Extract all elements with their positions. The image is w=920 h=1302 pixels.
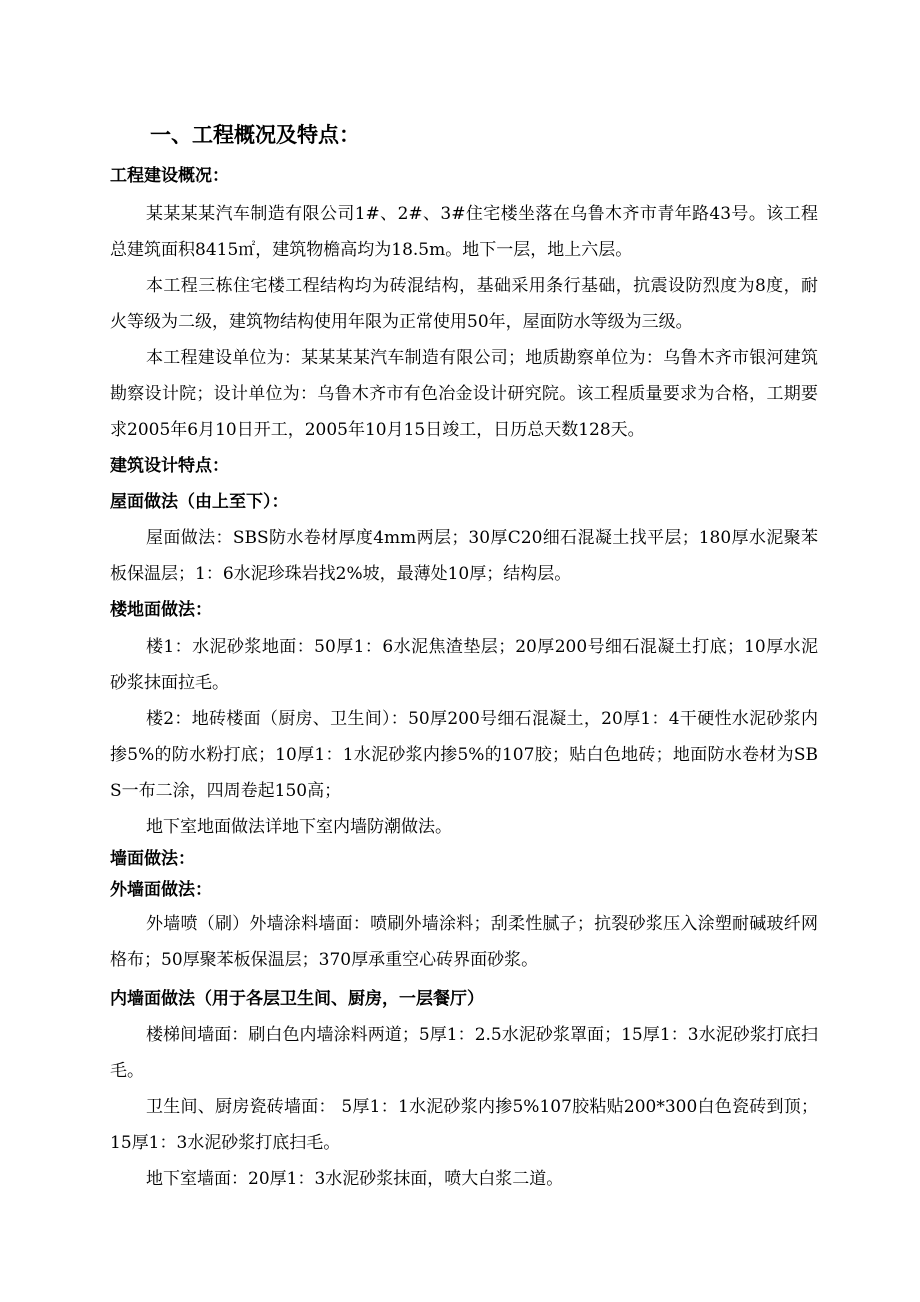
exterior-wall-paragraph: 外墙喷（刷）外墙涂料墙面：喷刷外墙涂料；刮柔性腻子；抗裂砂浆压入涂塑耐碱玻纤网格布；50厚聚苯板保温层；370厚承重空心砖界面砂浆。: [110, 914, 818, 970]
overview-paragraph-2: 本工程三栋住宅楼工程结构均为砖混结构，基础采用条行基础，抗震设防烈度为8度，耐火等级为二级，建筑物结构使用年限为正常使用50年，屋面防水等级为三级。: [110, 276, 818, 332]
wall-heading: 墙面做法：: [110, 849, 195, 869]
interior-wall-paragraph-3: 地下室墙面：20厚1：3水泥砂浆抹面，喷大白浆二道。: [146, 1169, 564, 1189]
interior-wall-paragraph-2: 卫生间、厨房瓷砖墙面： 5厚1：1水泥砂浆内掺5%107胶粘贴200*300白色瓷砖到顶；15厚1：3水泥砂浆打底扫毛。: [110, 1097, 818, 1153]
roof-heading: 屋面做法（由上至下）：: [110, 492, 289, 512]
floor-paragraph-1: 楼1：水泥砂浆地面：50厚1：6水泥焦渣垫层；20厚200号细石混凝土打底；10厚水泥砂浆抹面拉毛。: [110, 637, 818, 693]
overview-paragraph-3: 本工程建设单位为：某某某某汽车制造有限公司；地质勘察单位为：乌鲁木齐市银河建筑勘察设计院；设计单位为：乌鲁木齐市有色冶金设计研究院。该工程质量要求为合格，工期要求2005年6月10日开工，2005年10月15日竣工，日历总天数128天。: [110, 348, 818, 440]
overview-paragraph-1: 某某某某汽车制造有限公司1#、2#、3#住宅楼坐落在乌鲁木齐市青年路43号。该工程总建筑面积8415㎡，建筑物檐高均为18.5m。地下一层，地上六层。: [110, 204, 818, 260]
floor-paragraph-3: 地下室地面做法详地下室内墙防潮做法。: [146, 817, 452, 837]
exterior-wall-heading: 外墙面做法：: [110, 880, 212, 900]
section-title: 一、工程概况及特点：: [150, 123, 360, 147]
roof-paragraph: 屋面做法：SBS防水卷材厚度4mm两层；30厚C20细石混凝土找平层；180厚水泥聚苯板保温层；1：6水泥珍珠岩找2%坡，最薄处10厚；结构层。: [110, 528, 818, 584]
overview-heading: 工程建设概况：: [110, 166, 229, 186]
floor-heading: 楼地面做法：: [110, 600, 212, 620]
floor-paragraph-2: 楼2：地砖楼面（厨房、卫生间）：50厚200号细石混凝土，20厚1：4干硬性水泥砂浆内掺5%的防水粉打底；10厚1：1水泥砂浆内掺5%的107胶；贴白色地砖；地面防水卷材为SBS一布二涂，四周卷起150高；: [110, 709, 818, 801]
design-heading: 建筑设计特点：: [110, 456, 229, 476]
interior-wall-paragraph-1: 楼梯间墙面：刷白色内墙涂料两道；5厚1：2.5水泥砂浆罩面；15厚1：3水泥砂浆打底扫毛。: [110, 1025, 818, 1081]
interior-wall-heading: 内墙面做法（用于各层卫生间、厨房，一层餐厅）: [110, 989, 484, 1009]
